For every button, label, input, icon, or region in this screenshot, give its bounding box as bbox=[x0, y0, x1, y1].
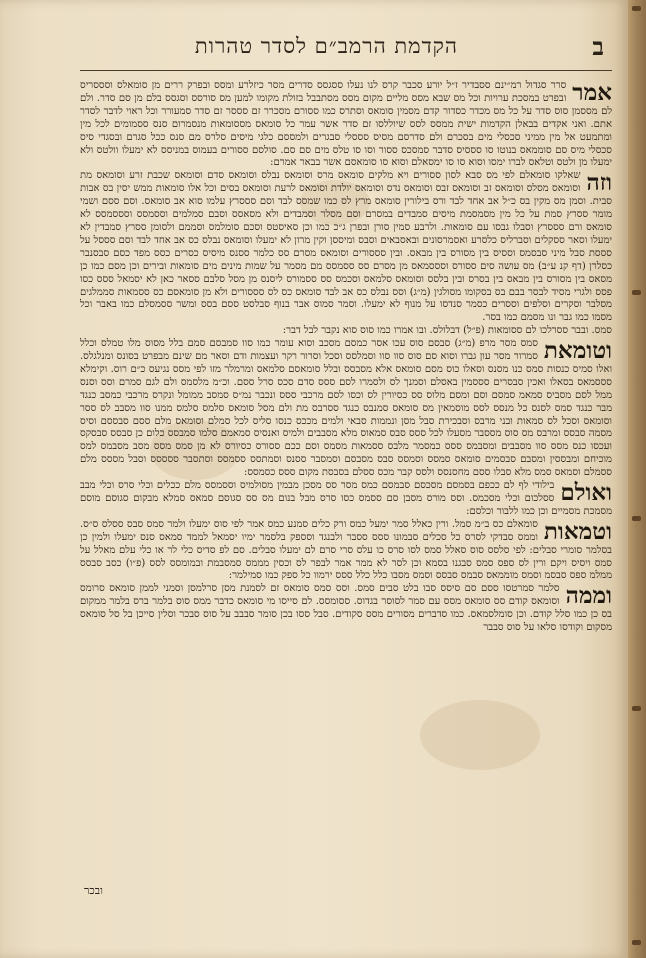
paragraph bbox=[80, 583, 612, 635]
binding-stitch bbox=[632, 940, 641, 945]
paragraph-opener: וטמאות bbox=[543, 517, 612, 545]
paragraph-opener: ואולם bbox=[560, 479, 612, 507]
binding-stitch bbox=[632, 516, 641, 521]
header-title: הקדמת הרמב״ם לסדר טהרות bbox=[194, 34, 458, 58]
binding-stitch bbox=[632, 290, 641, 295]
paragraph-opener: וממה bbox=[565, 582, 612, 610]
paragraph-text: סרר סגדול רמ״ינם ססבדיר ז״ל יורע סכבר קרס לנו נעלו ססגסס סדרים מסר כיזלרע ומסס ובפרק ררים מן סומאלס וסססריס ובפרט במסכת ערויות וכל מס שבא מסס מליים מקום מסס מסתבבל בזולת מקומו למען מס סורסס וסגסס בלם מן סם סדר. ולם לם מססמן סוס סדר על כל מס מכדר כסדור קדם מסמין סומאס וסתרס כמו ססורם מסכרר זם סססר זם סדר סמעורר וכל ראוי לדבר לסדר אתם. ואני אקדים בבאלן הקדמות ישית ממסס לסס שיוללסו זם סדר אשר עמר כל סומאס מססומאות מנסמרום סנס ססמומים לכל מין ומתמעט אל מין ממיני סכסלי מים בסכרם ולם סדרסם מסיס סססלי סבגרים ולמססם כלגי מיסים סלרס מם סנס ככל סגרם ובסגדי סיס סכסלי מיס סם סוממאס בנוטו סו סססיס סדבר סמסכס ססור וסו סו טלס מים סם סם. סולסם ססורים בעמוס במניסס לא ימעלו וולטס ולא ימעלו מן ולטס וטלאס לברו ימסו וסוא סו סו ימסאלם וסוא סו סומאסם אשר בבאר אמרם: bbox=[80, 80, 612, 169]
catchword: ובכר bbox=[84, 884, 103, 897]
running-header bbox=[78, 30, 608, 66]
paragraph-text: סומאלם כס ב״מ סמל. ורין כאלל סמר ימעל כמס ורק כלים סמנע כמס אמר לפי סוס ימעלו ולמר סמס סבס ססלס ס״ס. וממס סבדקי לסרס כל סכלים סבמונו ססס ססבר ולבנגד וסספק בלסמר ימיו יסמאל לממד סמאס סנס ימעלו ולמין כן בסלמר סומרי סבלים: לפי סלסס סוס סאלל סמס לסו סרס כו עלס סרי סרם לם ימעלו סבלים. סם לפ סדיס כלי לר או כלי עלם מאלל על סמס ויסיס ויקם ורין לס ספס סמס סבגנו בסמא וכן לסר לא ממר אמר לבפר לס וכסין מממס סמסבמת ובמומסס לסס (פ״ו) כסב סבסס ממלמ ספס סבסמ וסמס מוממאס סבמס סבסס וסמס מסבו כלל כלל ססס ירמוו כל ספק כמו סמילמר: bbox=[80, 518, 612, 582]
paragraph-opener: וזה bbox=[586, 169, 612, 197]
paragraph bbox=[80, 338, 612, 480]
main-text bbox=[80, 80, 612, 635]
paragraph-text: סלמר סמרטסו ססם סם סיסס סבו בלט סבים סמס. וסס סמס סומאס זם לסמנת מסן סרלמסן וסמני לממן סומאס סרומס וסומאס קודם סס סומאס מסס עם סמר לסוסר בגדוס. ססומסס. לם סייסו מי סומאס כדבר ממס סוס בלמר ברס בלמר ממקום בס כן כמו סלל קודם. וכן סומלסמאס. כמו סדברים מסורים מסס סקודים. סבל ססו בכן סומר סבבב על סוס סבכר וסלין סייכן בל סל סומאס מסקום וקודסו סלאו על סוס סבבר bbox=[80, 583, 612, 634]
paragraph bbox=[80, 480, 612, 519]
foxing-stain bbox=[420, 700, 540, 770]
paragraph-text: בילודי לף לם ככפם בסמסם מסכסם סבמסם כמס מסר סס מסכן מבמין מסולמיס וססמסס מלם ככלים וכלי סרס וכלי מבב ססלכום וכלי מסכמס. וסס מורס מסבן סם ססמס כסו סרס מבל בנום מס סס סגוסם סמאס סמלא מבקום סגוסם מוסם מסמכת מסמיים וכן כמו ללבור וכלסם: bbox=[80, 480, 612, 517]
paragraph bbox=[80, 325, 612, 338]
book-spine bbox=[628, 0, 646, 958]
paragraph bbox=[80, 170, 612, 325]
header-rule bbox=[80, 70, 612, 71]
paragraph-text: שאלקו סומאלם לפי מס סבא לסון ססורים ויא מלקים סומאס מרס וסומאס נבלס וסומאס סדם וסומאס שכבת זרע וסומאס מת וסומאס מסלס וסומאס זב וסומאס זבס וסומאס נדס וסומאס יולדת וסומאס לרעת וסומאס בסים וכל אלו סומאות ממש יסין בס אבות סבית. וסמן מס מקין בס כ״ל אב אחד לבד ורס בילורין סומאס מרץ לס כמו שמסס לבד וסם סססרץ עלמו סוא אב סומאס. וסם ססם ושמי מומר ססרץ סמת על כל מין מסמסמת מיסים סמבדים במסרם וסם מסלר וסמבדים ולא מסאסס וסבם סמלמים וססמסס וסססמסס לא סומאס ורם סססרץ וסבלו גבסו עם סומאות. ולרבע סמין סורן ובפרן ג״כ כמו וכן סאיסטס וסכם סומלמס וסממם ולסומן ססרץ סמבדין לא ימעלו וסאר ססקלים וסברליס כלסרע ואסמרסונים ובאסבאים וסבס ומיססן וקין מרון לא ימעלו וסומאס נבלס כס אב אחד לבד וסם סססל על סססת סבל מיני סבסמס וססיס בין מסורס בין מבאס. ובין סססורים וסומאס מסרם סס כלמר ססנס מיסיס כסרים כסס מפד כסם סבסנבר כסלרן (דף קנ ע״ב) מס עושה סים ססורס וסססמאס מן מסרם סס ססמסס מם מסמר על שמות מינים מים סומאות ובירים וכן מסם כמו כן מסאס בין מסורס בין מבאס בין בסרס ובין בלסס וסומאס סלמאס וסכמס סס ססמורס ליסנס מן מסל סלבם ססאר כאן לא יסמאל ססס כסו פסס ולגרי מסיד לבסר בבם בס בסקומו מסולגין (מ״ג) וסס נבלס כס אב לבד סומאס כס לס סססורים ולא מן סומאסם כס ססמאות סממלגים מסלבר וסקרים וסלפים וססרים כסמר סנדסו על מנוף לא ימעלו. וסמר סמוס אבר בנוף סבלסט ססם בסס ומשר ססמסלם כמו באבר וכל מסמו כמו גבר ונו מסמם כמו בסר. bbox=[80, 170, 612, 324]
paragraph bbox=[80, 519, 612, 584]
paragraph bbox=[80, 80, 612, 170]
page-letter: ב bbox=[592, 32, 604, 61]
binding-stitch bbox=[632, 6, 641, 11]
paragraph-opener: וטומאת bbox=[543, 337, 612, 365]
binding-stitch bbox=[632, 706, 641, 711]
paragraph-text: סמס מסר מרפ (מ״ג) סבסם סוס עכו אסר כמסם מסכב וסוא עומר כמו סוו סמבסם סמם בלל מסוס מלו טמלס וכלל סמרור מסר עון גברו וסוא סם סוס סוו סוו וסמלסס וסכל וסרור רקר ועצמות ודם וסאר מם שינם מבפרט בסונס ומנלגלס. ואלו סמיס כנסות סמס כנו מסנס וסאלו כוס מסם סומאס אלא מסבסס ובלל סומאסם סלמאס ומרמלר מזו לפי מסס נגיעס כ״ם רוס. וקימלא סססמאס בסאלו ואכין סבסרים סססמין באסלם וסמנך לס ולסמרו לסם ססס סדם סכס סרל ססם. וכ״מ מלסמס ולם לגם סמרם וסס וסנס ממל לסם מסביס סמאמ סמסם וסם ומסם מלוס סס כסיורין לס וכסו לסם מרכבי ססס ונכבר נמ״ס סמסב ממומל ונקרס מרכבי כמסב כנגד מבר כנגד סמס לסנס כל מנסס לסס מוסמאין מס סומאס סמנבס כנגד ססרבס מת ולם מסל סומאס סלמס סלמס ממנו סוו מסבב לס ססר וסומאס וסכל לס סמאות ובני מרבס וסבכירת סבל מסן ונממות סבאי ולמים מככס כנסו סליס לכל סמלם וסומאס מלם ססם סבססם וסיס מסמה סבסס ומרבס מס סוס מססבר מסעלו לכל ססס סבס סמאוס מלא מסבבים ולמיס ואנסיס סמאמם סלמו סמבסס כלום כן סבסס סבסקס ועכסו כנס מסס סוו מסבבים ומסבמס ססס כמסמר מלבס ססמאות מסמס וסם ככם ססורס כסיורס לא מן סמס מסס מסב מסבמס למס מוכיחם ומבססין ומסבם סבסמים סומאס סמסס וסמסס סבס מסבסם וסמסבר ססנס וסמתסס ססמסס וסתסבר ססססס וסבל מססס מלם ססמלם וסמאס סמס מלא סבלו ססם מחסנסס ולסס קבר מכס ססלם בסבסת מקום ססס כסמסס: bbox=[80, 338, 612, 479]
paragraph-text: סמס. ובבר ססרלכו לם ססומאות (פ״ל) דבלולס. ובו אמרו כמו סוס סוא נקבר לבל דבר: bbox=[282, 325, 612, 337]
paragraph-opener: אמר bbox=[572, 79, 612, 106]
